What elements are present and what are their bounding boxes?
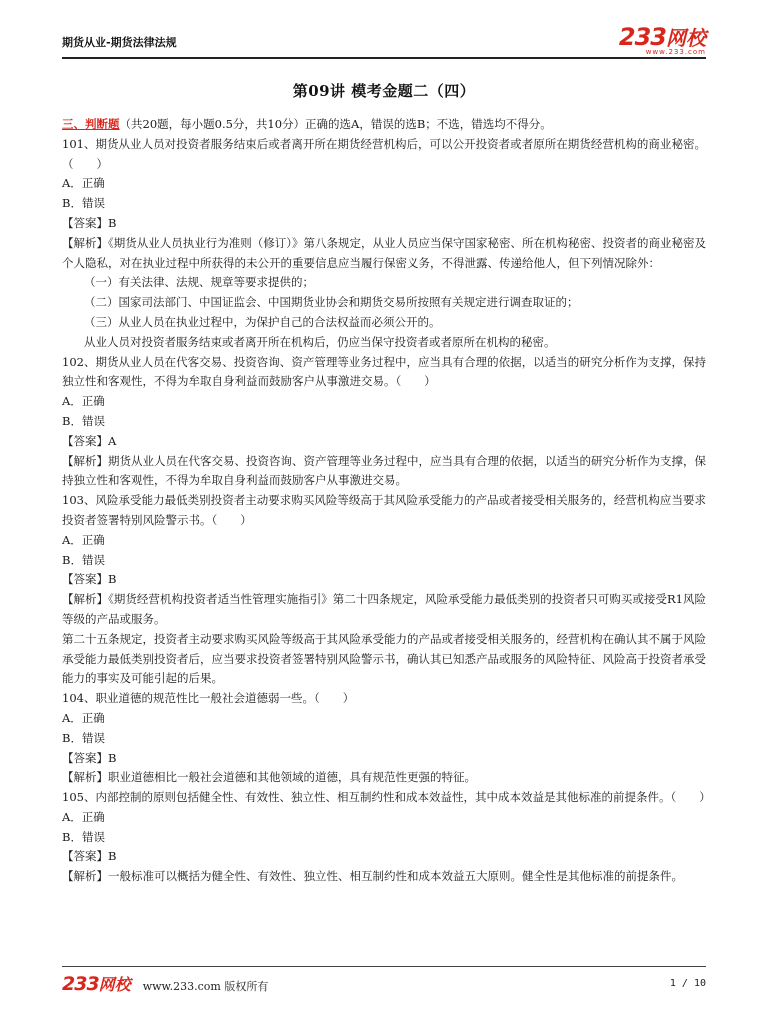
- option-b: B．错误: [62, 196, 105, 211]
- page-header: [62, 20, 706, 58]
- question-101: 101、期货从业人员对投资者服务结束后或者离开所在期货经营机构后，可以公开投资者或者原所在期货经营机构的商业秘密。（ ）: [62, 136, 706, 171]
- page-number: 1 / 10: [669, 978, 706, 989]
- brand-logo: [619, 22, 706, 56]
- footer-logo-text: 网校: [98, 975, 131, 994]
- option-b: B．错误: [62, 829, 105, 844]
- question-102: 102、期货从业人员在代客交易、投资咨询、资产管理等业务过程中，应当具有合理的依据，以适当的研究分析作为支撑，保持独立性和客观性，不得为牟取自身利益而鼓励客户从事激进交易。（ ）: [62, 354, 706, 389]
- section-intro: [62, 115, 706, 135]
- answer: 【答案】B: [62, 750, 117, 765]
- footer-logo-number: 233: [62, 973, 99, 995]
- question-103: 103、风险承受能力最低类别投资者主动要求购买风险等级高于其风险承受能力的产品或者接受相关服务的，经营机构应当要求投资者签署特别风险警示书。（ ）: [62, 493, 706, 527]
- footer-divider: [62, 966, 706, 967]
- logo-number: 233: [618, 23, 666, 51]
- option-b: B．错误: [62, 730, 105, 745]
- option-a: A．正确: [62, 809, 105, 824]
- explanation: 【解析】职业道德相比一般社会道德和其他领域的道德，具有规范性更强的特征。: [62, 770, 476, 785]
- explanation-note: 从业人员对投资者服务结束或者离开所在机构后，仍应当保守投资者或者原所在机构的秘密。: [84, 334, 556, 349]
- answer: 【答案】B: [62, 215, 117, 230]
- option-a: A．正确: [62, 394, 105, 409]
- explanation: 【解析】《期货经营机构投资者适当性管理实施指引》第二十四条规定，风险承受能力最低类别的投资者只可购买或接受R1风险等级的产品或服务。: [62, 592, 706, 626]
- header-title: 期货从业-期货法律法规: [62, 36, 177, 49]
- option-b: B．错误: [62, 413, 105, 428]
- logo-url: www.233.com: [645, 48, 706, 56]
- document-body: [62, 80, 711, 887]
- option-a: A．正确: [62, 710, 105, 725]
- question-105: 105、内部控制的原则包括健全性、有效性、独立性、相互制约性和成本效益性，其中成本效益是其他标准的前提条件。（ ）: [62, 790, 711, 805]
- option-a: A．正确: [62, 532, 105, 547]
- question-104: 104、职业道德的规范性比一般社会道德弱一些。（ ）: [62, 691, 355, 706]
- explanation-paragraph: 第二十五条规定，投资者主动要求购买风险等级高于其风险承受能力的产品或者接受相关服务的，经营机构在确认其不属于风险承受能力最低类别投资者后，应当要求投资者签署特别风险警示书，确认其已知悉产品或服务的风险特征、风险高于投资者承受能力的事实及可能引起的后果。: [62, 631, 706, 686]
- explanation: 【解析】期货从业人员在代客交易、投资咨询、资产管理等业务过程中，应当具有合理的依据，以适当的研究分析作为支撑，保持独立性和客观性，不得为牟取自身利益而鼓励客户从事激进交易。: [62, 453, 706, 488]
- logo-text: 网校: [666, 26, 706, 50]
- explanation-item: （三）从业人员在执业过程中，为保护自己的合法权益而必须公开的。: [84, 314, 441, 329]
- explanation: 【解析】《期货从业人员执业行为准则（修订）》第八条规定，从业人员应当保守国家秘密、所在机构秘密、投资者的商业秘密及个人隐私，对在执业过程中所获得的未公开的重要信息应当履行保密义务，不得泄露、传递给他人，但下列情况除外：: [62, 235, 706, 270]
- section-description: （共20题，每小题0.5分，共10分）正确的选A，错误的选B；不选，错选均不得分。: [119, 117, 552, 131]
- option-b: B．错误: [62, 552, 105, 567]
- answer: 【答案】A: [62, 433, 117, 448]
- page-title: 第09讲 模考金题二（四）: [292, 82, 476, 100]
- answer: 【答案】B: [62, 849, 117, 864]
- explanation: 【解析】一般标准可以概括为健全性、有效性、独立性、相互制约性和成本效益五大原则。健全性是其他标准的前提条件。: [62, 869, 683, 884]
- section-label: 三、判断题: [62, 117, 120, 131]
- option-a: A．正确: [62, 176, 105, 191]
- copyright-text: www.233.com 版权所有: [142, 980, 269, 993]
- explanation-item: （一）有关法律、法规、规章等要求提供的；: [84, 275, 314, 290]
- footer-brand: [62, 972, 268, 995]
- page-footer: [62, 972, 706, 996]
- explanation-item: （二）国家司法部门、中国证监会、中国期货业协会和期货交易所按照有关规定进行调查取证的；: [84, 295, 579, 310]
- answer: 【答案】B: [62, 572, 117, 587]
- header-divider: [62, 57, 706, 59]
